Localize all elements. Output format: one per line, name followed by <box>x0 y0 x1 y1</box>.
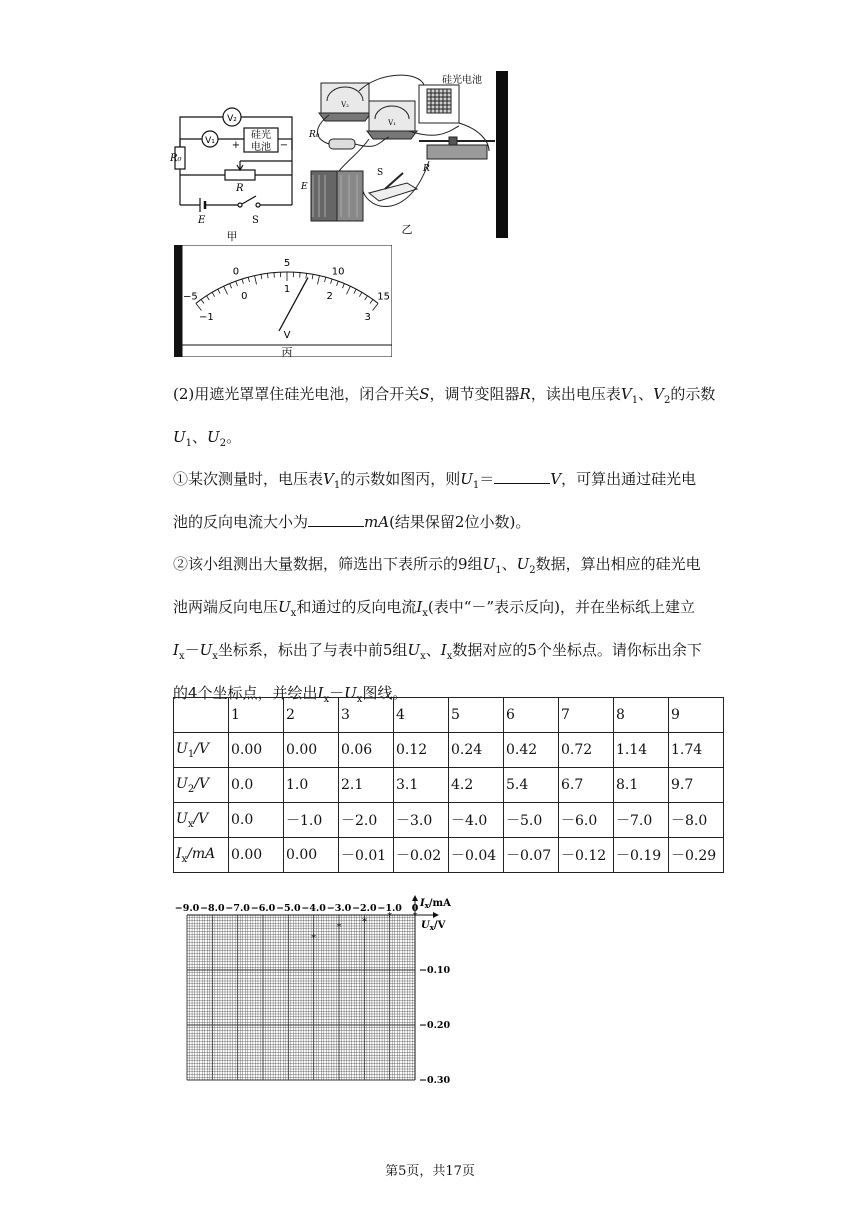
r-label: R <box>423 164 430 174</box>
dial-outer-label: −5 <box>182 291 198 303</box>
text: 池的反向电流大小为 <box>173 513 309 531</box>
table-row <box>174 803 724 838</box>
table-row <box>174 838 724 873</box>
y-tick-label: −0.10 <box>419 965 451 976</box>
text: 、 <box>192 428 208 446</box>
table-cell: 5.4 <box>504 768 559 803</box>
x-axis-label: $U_x/V$ <box>421 920 446 932</box>
x-tick-label: −6.0 <box>250 903 276 914</box>
table-cell: 2.1 <box>339 768 394 803</box>
text: 、 <box>425 641 441 659</box>
text: U <box>173 428 186 446</box>
table-cell: －4.0 <box>449 803 504 838</box>
table-cell: 0.00 <box>229 733 284 768</box>
text: 、 <box>638 385 654 403</box>
v2-label: V₂ <box>227 114 237 124</box>
table-cell: －0.29 <box>669 838 724 873</box>
table-cell: －6.0 <box>559 803 614 838</box>
text: ②该小组测出大量数据，筛选出下表所示的9组 <box>173 555 483 573</box>
text: 、 <box>501 555 517 573</box>
plus-sign: + <box>231 140 241 151</box>
table-cell: 4.2 <box>449 768 504 803</box>
cell-label-line2: 电池 <box>251 142 271 153</box>
text: 。 <box>226 428 242 446</box>
answer-blank-current[interactable] <box>308 512 364 527</box>
text: V <box>550 470 562 488</box>
question-1: ①某次测量时，电压表$V_1$的示数如图丙，则$U_1= V$，可算出通过硅光电 池的反向电流大小为 mA(结果保留2位小数)。 <box>173 470 697 531</box>
dial-outer-label: 5 <box>283 258 291 269</box>
text: 池两端反向电压 <box>173 598 279 616</box>
v1-meter-label: V₁ <box>388 119 396 127</box>
s-label: S <box>377 168 384 178</box>
x-tick-label: −1.0 <box>377 903 402 914</box>
table-header-row <box>174 698 724 733</box>
text: 数据对应的5个坐标点。请你标出余下 <box>452 641 702 659</box>
text: mA <box>364 513 390 531</box>
dial-inner-label: −1 <box>198 311 214 323</box>
table-cell: －0.01 <box>339 838 394 873</box>
table-header-cell: 1 <box>229 698 284 733</box>
dial-unit: V <box>283 330 291 341</box>
dial-inner-label: 2 <box>326 291 333 303</box>
r-label: R <box>236 183 244 194</box>
v2-meter-label: V₂ <box>341 101 349 109</box>
table-cell: 1.74 <box>669 733 724 768</box>
table-cell: 0.06 <box>339 733 394 768</box>
answer-blank-u1[interactable] <box>494 469 550 484</box>
table-cell: 0.12 <box>394 733 449 768</box>
v1-label: V₁ <box>205 136 215 146</box>
table-cell: 0.00 <box>284 838 339 873</box>
row-label: $U_2/V$ <box>174 768 229 803</box>
table-cell: －1.0 <box>284 803 339 838</box>
text: ，读出电压表 <box>530 385 621 403</box>
figure-caption-jia: 甲 <box>226 230 238 243</box>
row-label: $U_x/V$ <box>174 803 229 838</box>
data-point: * <box>387 911 393 922</box>
grid <box>187 915 415 1080</box>
voltmeter-dial-bing <box>174 245 392 357</box>
text: ，调节变阻器 <box>429 385 520 403</box>
minus-sign: − <box>279 140 289 151</box>
ix-ux-graph <box>170 895 470 1090</box>
text: 的示数如图丙，则 <box>340 470 461 488</box>
x-tick-label: −8.0 <box>200 903 225 914</box>
dial-outer-label: 10 <box>331 266 345 278</box>
row-label: $U_1/V$ <box>174 733 229 768</box>
text: 和通过的反向电流 <box>296 598 417 616</box>
r0-label: R₀ <box>170 153 182 164</box>
table-row <box>174 733 724 768</box>
table-header-cell: 9 <box>669 698 724 733</box>
x-tick-label: −4.0 <box>301 903 326 914</box>
dial-inner-label: 1 <box>283 284 291 295</box>
x-tick-label: −5.0 <box>276 903 301 914</box>
row-label: $I_x/mA$ <box>174 838 229 873</box>
table-header-cell: 6 <box>504 698 559 733</box>
text: 的4个坐标点，并绘出 <box>173 684 318 702</box>
table-cell: 0.42 <box>504 733 559 768</box>
table-cell: 3.1 <box>394 768 449 803</box>
dial-outer-label: 0 <box>232 266 240 278</box>
table-cell: －0.07 <box>504 838 559 873</box>
x-axis-arrow <box>433 912 439 918</box>
table-cell: －3.0 <box>394 803 449 838</box>
table-cell: －0.12 <box>559 838 614 873</box>
table-cell: －0.02 <box>394 838 449 873</box>
e-label: E <box>198 215 206 226</box>
table-cell: 0.24 <box>449 733 504 768</box>
y-tick-label: −0.30 <box>419 1075 451 1086</box>
data-point: * <box>336 922 342 933</box>
text: 数据，算出相应的硅光电 <box>535 555 701 573</box>
s-label: S <box>252 215 259 226</box>
table-cell: －7.0 <box>614 803 669 838</box>
table-header-cell: 8 <box>614 698 669 733</box>
cell-label: 硅光电池 <box>442 75 482 86</box>
table-cell: 9.7 <box>669 768 724 803</box>
circuit-diagram-jia <box>170 95 300 245</box>
x-tick-label: 0 <box>411 903 419 914</box>
x-tick-label: −9.0 <box>174 903 200 914</box>
table-header-cell: 7 <box>559 698 614 733</box>
data-table <box>173 697 724 873</box>
table-cell: 6.7 <box>559 768 614 803</box>
x-tick-label: −7.0 <box>225 903 250 914</box>
data-point: * <box>361 916 367 928</box>
y-axis-label: $I_x/mA$ <box>420 898 451 910</box>
table-header-cell: 2 <box>284 698 339 733</box>
page-footer: 第5页，共17页 <box>385 1164 475 1179</box>
dial-inner-label: 0 <box>241 291 248 303</box>
table-cell: 1.14 <box>614 733 669 768</box>
table-cell: 0.0 <box>229 768 284 803</box>
text: 坐标系，标出了与表中前5组 <box>217 641 408 659</box>
cell-label-line1: 硅光 <box>251 130 271 141</box>
data-point: * <box>311 933 317 944</box>
question-2: ②该小组测出大量数据，筛选出下表所示的9组$U_1$、$U_2$数据，算出相应的硅光电 池两端反向电压$U_x$和通过的反向电流$I_x$(表中“－”表示反向)，并在坐标纸上建立 $I_x-U_x$坐标系，标出了与表中前5组$U_x$、$I_x$数据对应的5个坐标点。请你标出余下 的4个坐标点，并绘出$I_x-U_x$图线。 <box>173 555 702 705</box>
x-tick-label: −2.0 <box>352 903 377 914</box>
y-tick-label: −0.20 <box>419 1020 451 1031</box>
table-cell: 0.00 <box>284 733 339 768</box>
table-cell: －8.0 <box>669 803 724 838</box>
table-cell: 1.0 <box>284 768 339 803</box>
text: ，可算出通过硅光电 <box>561 470 697 488</box>
table-header-cell: 4 <box>394 698 449 733</box>
text: (结果保留2位小数)。 <box>389 513 531 531</box>
table-header-cell: 5 <box>449 698 504 733</box>
dial-inner-label: 3 <box>364 311 371 323</box>
text: (表中“－”表示反向)，并在坐标纸上建立 <box>427 598 695 616</box>
table-header-cell: 3 <box>339 698 394 733</box>
table-cell: －0.19 <box>614 838 669 873</box>
data-point: * <box>412 911 418 922</box>
y-axis-arrow <box>412 895 418 901</box>
table-cell: －2.0 <box>339 803 394 838</box>
text: (2)用遮光罩罩住硅光电池，闭合开关 <box>173 385 420 403</box>
table-cell: 0.72 <box>559 733 614 768</box>
text: ＝ <box>479 470 495 488</box>
table-cell: 0.00 <box>229 838 284 873</box>
paragraph-part2: (2)用遮光罩罩住硅光电池，闭合开关S，调节变阻器R，读出电压表$V_1$、$V_2$的示数 $U_1$、$U_2$。 <box>173 385 716 449</box>
table-cell: －5.0 <box>504 803 559 838</box>
table-row <box>174 768 724 803</box>
table-cell: 0.0 <box>229 803 284 838</box>
table-cell: 8.1 <box>614 768 669 803</box>
table-header-cell <box>174 698 229 733</box>
e-label: E <box>301 182 308 192</box>
figure-caption-yi: 乙 <box>401 223 413 236</box>
dial-outer-label: 15 <box>377 291 391 303</box>
table-cell: －0.04 <box>449 838 504 873</box>
text: ①某次测量时，电压表 <box>173 470 324 488</box>
text: 图线。 <box>362 684 408 702</box>
figure-caption-bing: 丙 <box>281 346 293 357</box>
x-tick-label: −3.0 <box>326 903 352 914</box>
apparatus-figure-yi <box>299 71 508 238</box>
text: 的示数 <box>670 385 716 403</box>
r0-label: R₀ <box>309 130 320 140</box>
